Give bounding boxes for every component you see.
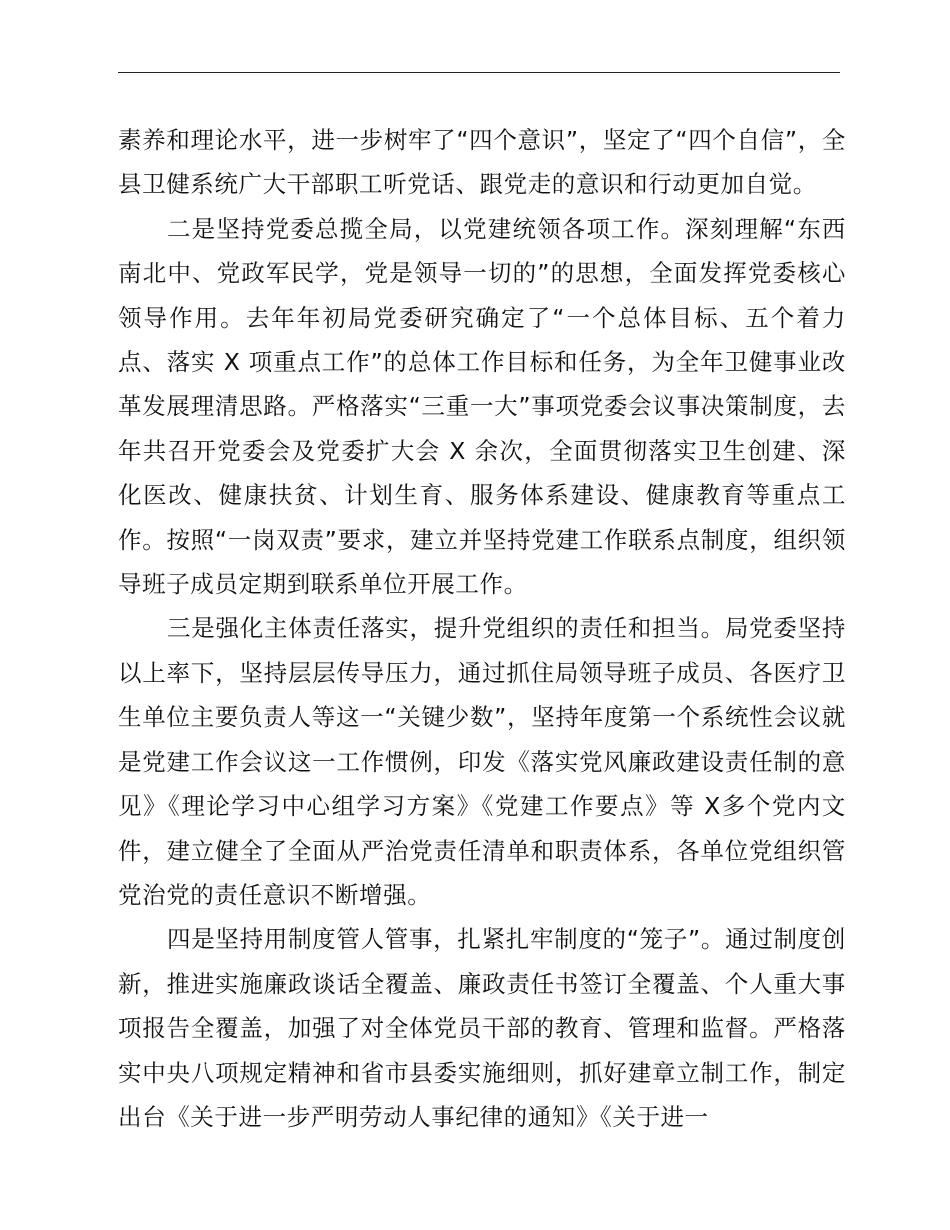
document-body <box>118 118 846 1139</box>
text-line: 多个党内文件，建立健全了全面从严治党责任清单和职责体系，各 <box>118 792 846 865</box>
text-line: 育等重点工作。按照“一岗双责”要求，建立并坚持党建工作联系点 <box>118 481 846 554</box>
text-line: 持以上率下，坚持层层传导压力，通过抓住局领导班子成员、各医 <box>118 614 846 687</box>
text-line: 会议就是党建工作会议这一工作惯例，印发《落实党风廉政建设责 <box>118 703 846 776</box>
text-line: 全县卫健系统广大干部职工听党话、跟党走的意识和行动更加自觉。 <box>118 126 846 199</box>
paragraph-1 <box>118 118 846 207</box>
paragraph-2 <box>118 207 846 607</box>
text-line: 生创建、深化医改、健康扶贫、计划生育、服务体系建设、健康教 <box>118 436 847 510</box>
text-line: 任制的意见》《理论学习中心组学习方案》《党建工作要点》等 X <box>118 747 846 821</box>
paragraph-3 <box>118 606 846 917</box>
text-line: 三是强化主体责任落实，提升党组织的责任和担当。局党委坚 <box>167 614 822 643</box>
text-line: 严格落实中央八项规定精神和省市县委实施细则，抓好建章立制工 <box>118 1014 846 1087</box>
text-line: 创新，推进实施廉政谈话全覆盖、廉政责任书签订全覆盖、个人重 <box>118 925 846 998</box>
text-line: 大事项报告全覆盖，加强了对全体党员干部的教育、管理和监督。 <box>118 969 846 1043</box>
text-line: 单位党组织管党治党的责任意识不断增强。 <box>118 836 846 909</box>
text-line: 西南北中、党政军民学，党是领导一切的”的思想，全面发挥党委 <box>118 214 846 288</box>
text-line: 二是坚持党委总揽全局，以党建统领各项工作。深刻理解“东 <box>167 214 822 243</box>
text-line: 事业改革发展理清思路。严格落实“三重一大”事项党委会议事决策 <box>118 348 846 421</box>
header-rule <box>118 72 840 73</box>
text-line: 制度，去年共召开党委会及党委扩大会 X 余次，全面贯彻落实卫 <box>118 392 846 465</box>
text-line: 疗卫生单位主要负责人等这一“关键少数”，坚持年度第一个系统性 <box>118 658 846 732</box>
text-line: 核心领导作用。去年年初局党委研究确定了“一个总体目标、五个 <box>118 259 846 332</box>
text-line: 着力点、落实 X 项重点工作”的总体工作目标和任务，为全年卫健 <box>118 303 847 377</box>
text-line: 作，制定出台《关于进一步严明劳动人事纪律的通知》《关于进一 <box>118 1058 846 1131</box>
text-line: 四是坚持用制度管人管事，扎紧扎牢制度的“笼子”。通过制度 <box>167 925 822 954</box>
text-line: 素养和理论水平，进一步树牢了“四个意识”，坚定了“四个自信”， <box>118 126 822 154</box>
paragraph-4 <box>118 917 846 1139</box>
text-line: 制度，组织领导班子成员定期到联系单位开展工作。 <box>118 525 846 599</box>
